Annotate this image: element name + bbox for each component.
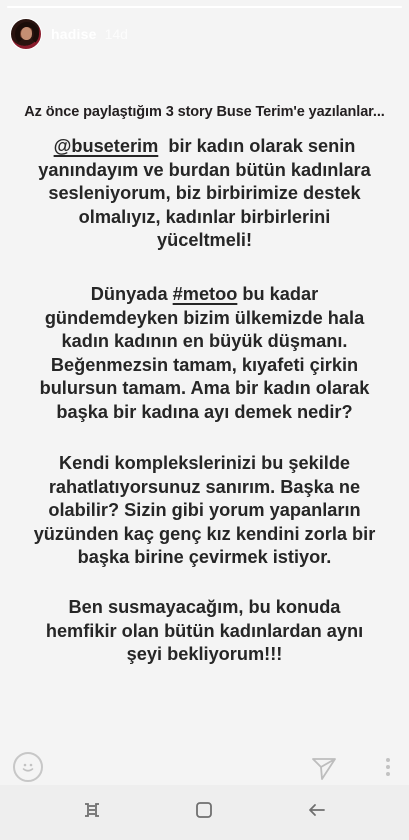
text-line: rahatlatıyorsunuz sanırım. Başka ne: [48, 476, 361, 497]
text-line: olabilir? Sizin gibi yorum yapanların: [48, 500, 361, 520]
recent-apps-button[interactable]: [75, 797, 109, 827]
story-timestamp: 14d: [104, 26, 128, 42]
story-progress-fill: [7, 6, 402, 8]
text-line: Ben susmayacağım, bu konuda: [68, 597, 341, 617]
back-button[interactable]: [300, 797, 334, 827]
camera-icon: [19, 759, 37, 775]
text-line: başka birine çevirmek istiyor.: [77, 547, 332, 567]
story-paragraph-3: [0, 452, 409, 570]
text-line: gündemdeyken bizim ülkemizde hala: [44, 307, 365, 328]
direct-send-icon: [310, 769, 338, 785]
text-line: yüceltmeli!: [156, 230, 252, 250]
story-paragraph-4: [0, 596, 409, 667]
hashtag-link[interactable]: #metoo: [172, 284, 238, 304]
direct-send-button[interactable]: [310, 754, 338, 782]
text-line: yanındayım ve burdan bütün kadınlara: [38, 159, 371, 180]
text-line: @buseterim bir kadın olarak senin: [53, 136, 356, 156]
text-line: şeyi bekliyorum!!!: [126, 644, 283, 664]
text-line: sesleniyorum, biz birbirimize destek: [48, 183, 361, 203]
mention-link[interactable]: @buseterim: [53, 136, 159, 156]
home-button[interactable]: [187, 797, 221, 827]
text-line: Kendi komplekslerinizi bu şekilde: [58, 453, 351, 473]
more-vertical-icon: [386, 758, 390, 762]
story-progress-bar: [7, 6, 402, 8]
text-line: Beğenmezsin tamam, kıyafeti çirkin: [50, 354, 359, 375]
text-line: hemfikir olan bütün kadınlardan aynı: [45, 620, 364, 641]
home-icon: [194, 800, 214, 825]
back-icon: [306, 800, 328, 825]
story-paragraph-1: [0, 135, 409, 253]
camera-button[interactable]: [13, 752, 43, 782]
story-paragraph-2: [0, 283, 409, 424]
more-options-button[interactable]: [378, 752, 398, 782]
recent-apps-icon: [81, 800, 103, 825]
story-caption: Az önce paylaştığım 3 story Buse Terim'e yazılanlar...: [24, 104, 385, 120]
avatar[interactable]: [10, 18, 42, 50]
username[interactable]: hadise: [51, 26, 97, 42]
text-line: başka bir kadına ayı demek nedir?: [56, 401, 353, 422]
text-line: Dünyada #metoo bu kadar: [90, 284, 319, 304]
system-navigation-bar: [0, 785, 409, 840]
text-line: olmalıyız, kadınlar birbirlerini: [78, 206, 331, 227]
text-line: yüzünden kaç genç kız kendini zorla bir: [33, 523, 376, 544]
text-line: kadın kadının en büyük düşmanı.: [61, 331, 348, 351]
text-line: bulursun tamam. Ama bir kadın olarak: [39, 378, 370, 398]
story-header: [10, 18, 128, 50]
